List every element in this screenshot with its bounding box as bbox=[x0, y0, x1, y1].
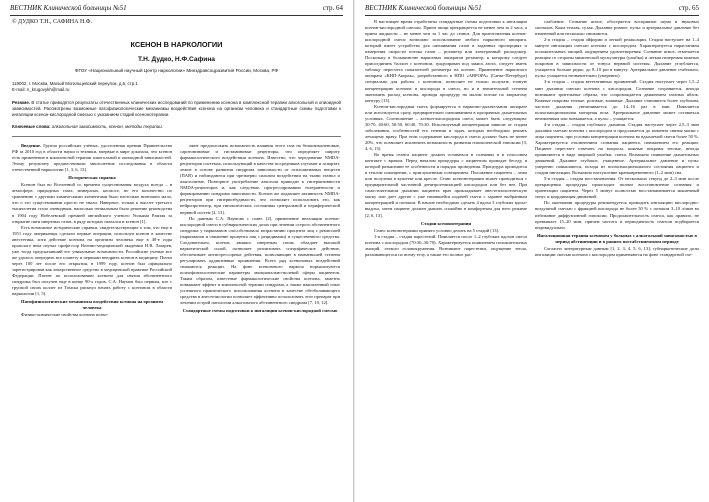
paragraph bbox=[535, 176, 699, 200]
section-heading: Стадии ксенонотерапии bbox=[420, 220, 472, 226]
paragraph bbox=[365, 104, 527, 152]
paragraph-text: ляют предположить возможность влияния этого газа на белковомаленовые, саротониновые и гистаминовые рецепторы, что определяет широту фармакологического воздействия ксенона. Известно, что чередование NMDA-рецепторов системах, использующий в качестве посредников глутамат и аспартат, лежит в основе развития синдрома зависимости от психоактивных веществ (ПАВ) и наблюдаются при чрезмерно сильном воздействии на ткани этанол и алкоголизме. Повторное употребление алкоголя приводит к гиперактивности NMDA-рецепторов и, как следствие, прогрессированию толерантности и формированию синдрома зависимости. Ксенон же подавляет активность NMDA-рецепторов при гипервозбудимости, что позволяет использовать его, как нейропротектор, при гипоксических состояниях центральной и периферической нервной систем [2, 13]. bbox=[180, 143, 340, 215]
journal-name: ВЕСТНИК Клинической больницы №51 bbox=[365, 4, 482, 12]
article-authors: Т.Н. Дудко, Н.Ф.Сафина bbox=[138, 56, 215, 63]
running-head bbox=[365, 4, 699, 16]
right-column-1 bbox=[365, 19, 527, 495]
paragraph-text: Согласно литературным данным [1, 2, 3, 4, 5, 6, 13], субнаркотические дозы ингаляции смесью ксенона с кислородом применяются на фоне стандартной схе- bbox=[535, 245, 699, 257]
paragraph bbox=[365, 19, 527, 104]
right-page bbox=[355, 0, 709, 502]
paragraph-text: По окончании процедуры рекомендуется проводить ингаляцию кислородно-воздушной смесью с фракцией кислорода не более 50 % с потоком 3–10 л/мин во избежание диффузионной гипоксии. Продолжительность сеанса, как правило, не превышает 15–20 мин, причем частота и периодичность сеансов подбирается индивидуально. bbox=[535, 200, 699, 230]
email-address[interactable]: E-mail: n_krugovykh@mail.ru bbox=[12, 87, 70, 92]
keywords bbox=[12, 124, 341, 129]
paragraph-text: Сеанс ксенонотерапии принято условно делить на 5 стадий [13]. bbox=[374, 227, 500, 233]
paragraph-text: 2-я стадия – стадия эйфории и легкой релаксации. Стадия наступает на 1–4 минуте ингаляции смесью ксенона с кислородом. Характеризуется нарастанием положительных эмоций, ощущением удовлетворения. Сознание ясное, отмечается реакция со стороны мимической мускулатуры (улыбка) и легкая гиперемия кожных покровов в зависимости от тонуса нервной системы. Дыхание углубляется, учащается больше редко, до 8–10 раз в минуту. Артериальное давление стабильно, пульс учащается незначительно (умеренно). bbox=[535, 37, 699, 79]
article-title: КСЕНОН В НАРКОЛОГИИ bbox=[130, 40, 223, 49]
paragraph-text: 4-я стадия – стадия глубокого дыхания. Стадия наступает через 2,5–3 мин дыхания смесью ксенона с кислородом и продолжается до момента снятия маски с лица пациента, при условии концентрации ксенона во вдыхаемой смеси более 50 %. Характеризуется отключением сознания пациента, понижением его реакции. Пациент перестает отвечать на вопросы, кожные покровы теплые, иногда проявляются в виде широкой улыбки, смеха. Возможно появление дыхательных движений. Дыхание глубокое, учащенное. Артериальное давление и пульс умеренно повышаются, исходя из психоэмоционального состояния пациента и стадии ингаляции. Возможно наступление кратковременного (1–2 мин) сна. bbox=[535, 121, 699, 176]
page-number: стр. 65 bbox=[678, 4, 699, 12]
paragraph bbox=[535, 79, 699, 121]
section-heading: Ингаляционная терапия ксеноном у больных с алкогольной зависимостью в период абстиненции и в раннем постабстинентном периоде bbox=[536, 232, 697, 244]
paragraph-text: Физико-химические свойства ксенона позво- bbox=[21, 312, 109, 318]
paragraph bbox=[535, 200, 699, 230]
paragraph-text: 5-я стадия – стадия восстановления. От нескольких секунд до 2–3 мин после прекращения процедуры происходит полное восстановление сознания и ориентации пациента. Через 5 минут полностью восстанавливается мышечный тонус и координация движений. bbox=[535, 176, 699, 200]
left-column-2 bbox=[180, 143, 340, 495]
abstract-label: Резюме. bbox=[12, 100, 31, 105]
paragraph-text: Группа российских учёных, удостоенная премии Правительства РФ за 2010 год в области науки и техники, впервые в мире доказала, что ксенон есть применение в комплексной терапии алкогольной и опиоидной зависимостей. Этому результату предшествовали многолетние исследования в области отечественной наркологии [1, 3, 6, 13]. bbox=[12, 143, 172, 173]
paragraph-text: В настоящее время отработаны стандартные схемы подготовки к ингаляции ксенон-кислородной смесью. Прием пищи прекращается не менее чем за 2 часа, а прием жидкости – не менее чем за 1 час до сеанса. Для приготовления ксенон-кислородной смеси возможно использование любого наркозного аппарата, который имеет устройство для смешивания газов в заданных пропорциях и измерения скорости потока газов – ротаметр или электронный расходомер. Поскольку в большинстве наркозных аппаратов ротаметр, к которому следует присоединить баллон с ксеноном, градуирован под закись азота, следует иметь таблицу пересчета показателей ротаметра на ксенон. Применение наркозного аппарата «КНП-Акорак», разработанного в НПО «АВРОРА» (Санкт-Петербург) специально для работы с ксеноном, позволяет не только получать точную концентрацию ксенона и кислорода в смеси, но и в значительной степени экономить расход ксенона, проводя процедуру на малом потоке по закрытому контуру [13]. bbox=[365, 19, 527, 103]
paragraph bbox=[535, 19, 699, 37]
copyright-line: © ДУДКО Т.Н., САФИНА Н.Ф. bbox=[12, 19, 93, 25]
paragraph bbox=[12, 143, 172, 173]
paragraph bbox=[12, 182, 172, 224]
keywords-text: алкогольная зависимость, ксенон, методы терапии. bbox=[51, 124, 163, 129]
section-heading: Историческая справка bbox=[68, 175, 116, 181]
paragraph bbox=[535, 246, 699, 258]
running-head bbox=[10, 4, 343, 16]
paragraph bbox=[180, 216, 340, 307]
paragraph-lead: Введение. bbox=[21, 143, 42, 148]
paragraph bbox=[535, 37, 699, 79]
address-block bbox=[12, 81, 343, 93]
right-column-2 bbox=[535, 19, 699, 495]
paragraph-text: По данным С.А. Наумова с соавт. [2], применение ингаляции ксенон-кислородной смеси в субнаркотических дозах при лечении острого абстинентного синдрома у наркоманов способствовало возрастанию процента лиц с ремиссией (наркоманов и снижение процента лиц с рецидивами) и существенного средства. Следовательно, ксенон, являясь инертным газом, обладает высокой наркотической силой, позволяет реализовать специфическое действие, обеспечивает антистрессорные действия, позволяющие в наименьшей степени регулировать аддиктивные проявления. Всего ряд ксеноновых воздействий снижаются реакции. На фоне ксенонового наркоза нормализуются психофизиологические параметры эмоционально-волевой сферы пациентов. Таким образом, известные фармакологические свойства ксенона, заметно повышают эффект в комплексной терапии синдрома, а также накопленный опыт успешного практического использования ксенона в качестве обезболивающего средства в анестезиологии позволяет эффективно использовать этот препарат при лечении острой патологии алкогольного абстинентного синдрома [7, 10, 12]. bbox=[180, 215, 340, 306]
paragraph-text: Ксенон-кислородная смесь формируется в наркозно-дыхательном аппарате или используется сразу, предварительно смешиванием в прозрачных дыхательных условиях. Соотношение – ксенон-кислородная смесь может быть следующим: 30:70, 40:60, 50:50, 60:40, 70:30. Используемый концентрации зависит от стадии заболевания, особенностей его течения и задач, которых необходимо решить лечащему врачу. При этом содержание кислорода в смеси должно быть не менее 20%, что позволяет исключить возможность развития гипоксической гипоксии [3, 4, 6, 13]. bbox=[365, 103, 527, 151]
paragraph-text: 3-я стадия – стадия вегетативных проявлений. Стадия наступает через 1,5–2 мин дыхания смесью ксенона с кислородом. Сознание сохраняется, иногда возникают зрительные образы, что сопровождается движением глазных яблок. Кожные покровы теплые, розовые, влажные. Дыхание становится более глубоким, частота дыхания увеличивается до 14–16 раз в мин. Появляется психоэмоциональная моторная поза. Артериальное давление может оставаться неизменным или повышается, а пульс – учащается. bbox=[535, 79, 699, 121]
paragraph-text: 1-я стадия – стадия парестезий. Появляется после 1–2 глубоких вдохов смеси ксенона с кислородом (70:30–30:70). Характеризуется появлением положительных эмоций, легкого головокружения. Возникают парестезии, ощущение тепла, разливающегося по всему телу, а также его полное рас- bbox=[365, 233, 527, 257]
section-heading: Патофизиологические механизмы воздействия ксенона на организм человека bbox=[21, 299, 163, 311]
paragraph bbox=[535, 122, 699, 176]
section-heading: Стандартные схемы подготовки к ингаляции ксенон-кислородной смесью bbox=[182, 308, 338, 314]
abstract-divider bbox=[12, 136, 341, 137]
paragraph bbox=[180, 143, 340, 216]
left-column-1 bbox=[12, 143, 172, 495]
keywords-label: Ключевые слова: bbox=[12, 124, 51, 129]
paragraph-text: Есть возможное исторические справки, свидетельствующие о том, что еще в 1951 году американцы сделали первые операции, используя ксенон в качестве анестетика, хотя действие ксенона на организм человека еще в 40-е годы прошлого века изучал профессор Военно-медицинской академии Н.В. Лазарев, уже тогда предсказавший его уникальные возможности. Российские ученые все же удалось опередить все планету и первыми внедрить ксенон в медицину. Почти через 100 лет после его открытия, в 1999 году, ксенон был официально зарегистрирован как лекарственное средство в медицинской практике Российской Федерации. Патент по использованию ксенона для снятия абстинентного синдрома был получен еще в конце 90-х годов, С.А. Наумов был первым, кто с группой своих коллег из Томска рискнул начать работу с ксеноном в области наркологии [1, 5]. bbox=[12, 224, 172, 297]
postal-address: 119002, г. Москва, Малый Могильцевский переулок, д.6, стр.1 bbox=[12, 81, 138, 86]
paragraph-text: Во время сеанса пациент должен оставаться в сознании и в голосовом контакте с врачом. Перед началом процедуры с пациентом проводят беседу, в которой разъясняют ее особенности и порядок проведения. Процедура проводится в теплом помещении, с приглушенным освещением. Положение пациента – лежа или полулежа в кушетке или кресле. Сеанс ксенонотерапии может проводиться с предварительной частичной денитрогенизацией кислородом или без нее. При самостоятельном дыхании пациента врач прикладывает анестезиологическую маску или дает другие с уже начавшейся подачей смеси с заранее выбранным концентрацией и потоком. В начале необходимо сделать 4 вдоха 3 глубоких вдоха-выдоха, затем пациент должен дышать спокойно в комфортном для него режиме [2, 6, 13]. bbox=[365, 152, 527, 218]
abstract-text: В статье приводятся результаты отечественных клинических исследований по применению ксенона в комплексной терапии алкогольной и опиоидной зависимостей. Рассмотрены возможные патофизиологические механизмы воздействия ксенона на организм человека и стандартные схемы подготовки к ингаляции ксенон-кислородной смесью с указанием стадий ксенонотерапии. bbox=[12, 100, 341, 117]
paragraph bbox=[12, 225, 172, 298]
abstract bbox=[12, 100, 341, 118]
paragraph bbox=[12, 312, 172, 318]
paragraph bbox=[365, 234, 527, 258]
paragraph bbox=[365, 152, 527, 219]
journal-name: ВЕСТНИК Клинической больницы №51 bbox=[10, 4, 127, 12]
paragraph-text: Ксенон был во Вселенной со времени существования воздуха всегда – в атмосфере, природных газах, минералах, космосе, но его количество по сравнению с другими химическими элементами было настолько ничтожно мало, что о его существовании просто не знали. Наверное, только к высоте третьего тысячелетия стало очевидным, насколько гениальным было решение руководства в 1904 году Нобелевской премией английского ученого Уильяма Рамзая за открытие пяти инертных газов, в ряду которых оказался и ксенон [1]. bbox=[12, 182, 172, 224]
left-page bbox=[0, 0, 354, 502]
page-number: стр. 64 bbox=[322, 4, 343, 12]
paragraph-text: слабление. Сознание ясное, обостряется восприятие шума и звуковых сигналов. Кожа теплая, сухая. Дыхание ровное, пульс и артериальное давление без изменений или несколько снижаются. bbox=[535, 19, 699, 37]
affiliation: ФГОУ «Национальный научный Центр наркологии» Минздравсоцразвития России, Москва, РФ bbox=[74, 68, 279, 73]
